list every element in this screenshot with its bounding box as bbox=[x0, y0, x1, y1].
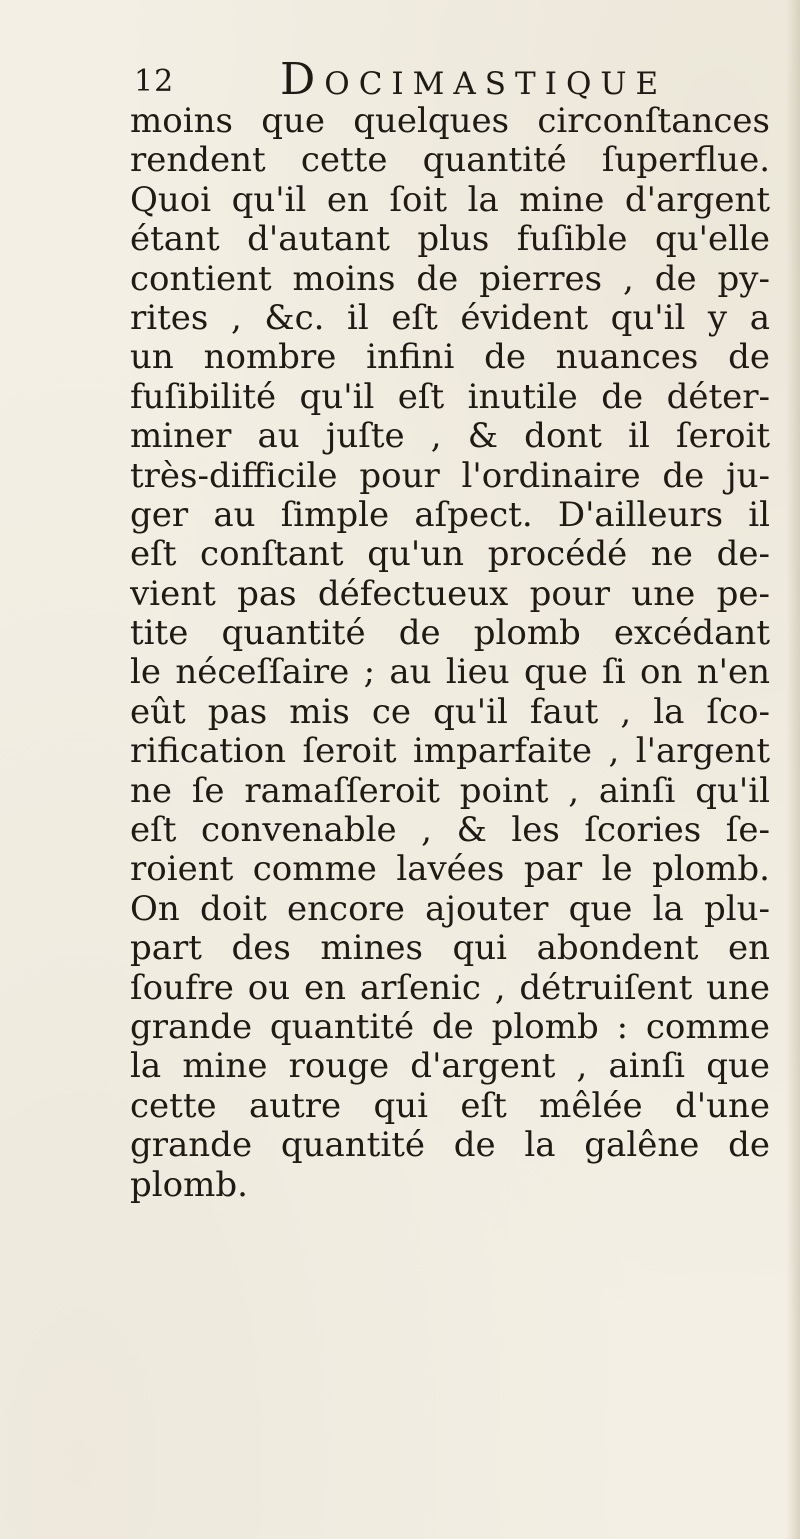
text-line: rites , &c. il eſt évident qu'il y a bbox=[130, 298, 770, 338]
text-line: un nombre infini de nuances de bbox=[130, 338, 770, 378]
text-line: roient comme lavées par le plomb. bbox=[130, 850, 770, 890]
text-line: vient pas défectueux pour une pe- bbox=[130, 574, 770, 614]
text-line: Quoi qu'il en ſoit la mine d'argent bbox=[130, 180, 770, 220]
text-line: grande quantité de la galêne de bbox=[130, 1126, 770, 1166]
text-line: part des mines qui abondent en bbox=[130, 929, 770, 969]
text-line: On doit encore ajouter que la plu- bbox=[130, 889, 770, 929]
text-line: cette autre qui eſt mêlée d'une bbox=[130, 1086, 770, 1126]
page-edge-shadow bbox=[786, 0, 800, 1539]
text-line: grande quantité de plomb : comme bbox=[130, 1007, 770, 1047]
text-line: eût pas mis ce qu'il faut , la ſco- bbox=[130, 692, 770, 732]
text-line: plomb. bbox=[130, 1165, 248, 1205]
text-line: miner au juſte , & dont il ſeroit bbox=[130, 417, 770, 457]
text-line: eſt conſtant qu'un procédé ne de- bbox=[130, 535, 770, 575]
text-line: ſoufre ou en arſenic , détruiſent une bbox=[130, 968, 770, 1008]
text-line: la mine rouge d'argent , ainſi que bbox=[130, 1047, 770, 1087]
text-line: eſt convenable , & les ſcories ſe- bbox=[130, 811, 770, 851]
body-text bbox=[130, 102, 770, 1205]
text-line: rification ſeroit imparfaite , l'argent bbox=[130, 732, 770, 772]
running-title: Docimastique bbox=[280, 54, 668, 105]
page-number: 12 bbox=[134, 64, 175, 99]
text-line: fuſibilité qu'il eſt inutile de déter- bbox=[130, 377, 770, 417]
text-line: le néceſſaire ; au lieu que ſi on n'en bbox=[130, 653, 770, 693]
text-line: très-difficile pour l'ordinaire de ju- bbox=[130, 456, 770, 496]
text-line: rendent cette quantité ſuperflue. bbox=[130, 141, 770, 181]
text-line: contient moins de pierres , de py- bbox=[130, 259, 770, 299]
text-line: étant d'autant plus fuſible qu'elle bbox=[130, 220, 770, 260]
text-line: ger au ſimple aſpect. D'ailleurs il bbox=[130, 495, 770, 535]
text-line: tite quantité de plomb excédant bbox=[130, 614, 770, 654]
text-line: moins que quelques circonſtances bbox=[130, 102, 770, 141]
text-line: ne ſe ramaſſeroit point , ainſi qu'il bbox=[130, 771, 770, 811]
